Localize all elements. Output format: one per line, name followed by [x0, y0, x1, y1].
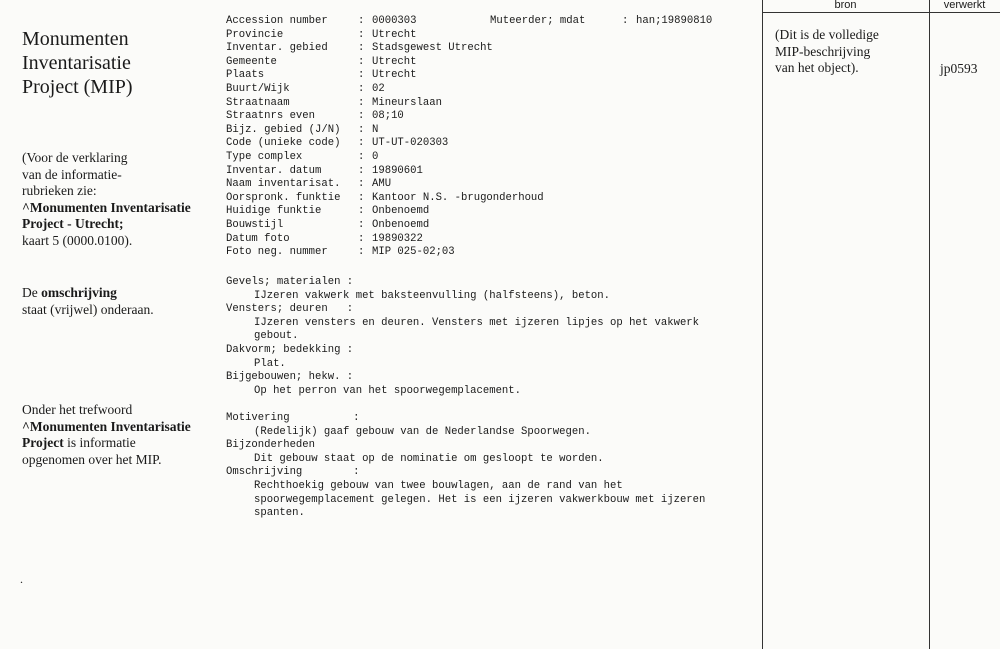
column-divider [929, 0, 930, 649]
title-line: Inventarisatie [22, 52, 131, 74]
note-text: De [22, 285, 42, 300]
field-label: Straatnaam [226, 96, 290, 109]
header-rule [762, 12, 1000, 13]
field-row: Bouwstijl : Onbenoemd [226, 218, 430, 231]
legend-reference: Project - Utrecht; [22, 216, 124, 231]
field-label: Bouwstijl [226, 218, 284, 231]
field-label: Provincie [226, 28, 284, 41]
field-value: AMU [372, 178, 392, 191]
note-text: is informatie [63, 435, 136, 450]
field-value: Utrecht [372, 55, 417, 68]
field-row: Straatnrs even : 08;10 [226, 110, 404, 123]
field-row: Gemeente : Utrecht [226, 55, 417, 68]
bron-line: van het object). [775, 60, 859, 75]
verwerkt-header: verwerkt [943, 0, 986, 11]
section-heading: Bijgebouwen; hekw. : [226, 371, 354, 384]
field-value: UT-UT-020303 [372, 137, 449, 150]
field-row: Inventar. datum : 19890601 [226, 164, 423, 177]
field-label: Code (unieke code) [226, 137, 341, 150]
section-body: Dit gebouw staat op de nominatie om gesloopt te worden. [254, 452, 604, 465]
description-sections [226, 276, 774, 398]
field-value: Mineurslaan [372, 96, 442, 109]
title-line: Project (MIP) [22, 76, 133, 98]
field-label: Buurt/Wijk [226, 82, 290, 95]
field-label: Datum foto [226, 232, 290, 245]
section-body: Op het perron van het spoorwegemplacement. [254, 384, 522, 397]
legend-line: (Voor de verklaring [22, 150, 128, 165]
field-value: 08;10 [372, 110, 404, 123]
section-body: Rechthoekig gebouw van twee bouwlagen, aan de rand van het spoorwegemplacement gelegen. Het is een ijzeren vakwerkbouw met ijzeren spanten. [254, 479, 706, 520]
column-divider [762, 0, 763, 649]
field-row: Type complex : 0 [226, 150, 379, 163]
verwerkt-value: jp0593 [940, 61, 978, 76]
legend-note [22, 150, 217, 249]
field-label: Plaats [226, 69, 265, 82]
motivation-sections [226, 412, 774, 521]
omschrijving-note [22, 285, 217, 318]
bron-header: bron [834, 0, 857, 11]
note-bold: ^Monumenten Inventarisatie [22, 418, 191, 434]
stray-dot: . [20, 572, 23, 586]
trefwoord-note [22, 402, 217, 468]
field-label: Huidige funktie [226, 205, 322, 218]
legend-line: rubrieken zie: [22, 183, 97, 198]
field-row: Datum foto : 19890322 [226, 232, 423, 245]
field-value: 19890322 [372, 232, 423, 245]
bron-line: (Dit is de volledige [775, 27, 879, 42]
field-value: N [372, 123, 379, 136]
legend-line: kaart 5 (0000.0100). [22, 232, 133, 248]
field-label: Inventar. gebied [226, 42, 328, 55]
field-value: 0 [372, 150, 379, 163]
section-body: Plat. [254, 357, 286, 370]
field-label: Foto neg. nummer [226, 246, 328, 259]
note-bold: omschrijving [41, 285, 117, 300]
field-label: Type complex [226, 150, 303, 163]
field-row: Inventar. gebied : Stadsgewest Utrecht [226, 42, 493, 55]
note-bold: Project [22, 435, 64, 450]
field-label: Inventar. datum [226, 164, 322, 177]
field-row: Huidige funktie : Onbenoemd [226, 205, 430, 218]
bron-line: MIP-beschrijving [775, 43, 871, 59]
field-value: Kantoor N.S. -brugonderhoud [372, 191, 544, 204]
section-heading: Bijzonderheden [226, 439, 316, 452]
field-value: 19890601 [372, 164, 423, 177]
field-label: Naam inventarisat. [226, 178, 341, 191]
record-fields [226, 15, 544, 260]
note-text: opgenomen over het MIP. [22, 451, 162, 467]
field-row: Oorspronk. funktie : Kantoor N.S. -brugonderhoud [226, 191, 544, 204]
field-value: Onbenoemd [372, 218, 430, 231]
section-body: IJzeren vensters en deuren. Vensters met ijzeren lipjes op het vakwerk gebout. [254, 316, 700, 343]
section-body: IJzeren vakwerk met baksteenvulling (halfsteens), beton. [254, 289, 611, 302]
field-value: 02 [372, 82, 385, 95]
field-value: Onbenoemd [372, 205, 430, 218]
field-label: Bijz. gebied (J/N) [226, 123, 341, 136]
title-line: Monumenten [22, 28, 129, 50]
legend-line: van de informatie- [22, 166, 122, 182]
legend-reference: ^Monumenten Inventarisatie [22, 199, 191, 215]
field-label: Accession number [226, 15, 328, 27]
field-row: Naam inventarisat. : AMU [226, 178, 392, 191]
field-label: Straatnrs even [226, 110, 316, 123]
bron-note [775, 27, 925, 77]
muteerder-value: han;19890810 [636, 15, 713, 27]
page-title [22, 27, 212, 99]
field-label: Oorspronk. funktie [226, 191, 341, 204]
field-row: Provincie : Utrecht [226, 28, 417, 41]
muteerder-field: Muteerder; mdat : han;19890810 [490, 15, 713, 27]
field-value: 0000303 [372, 15, 417, 27]
muteerder-label: Muteerder; mdat [490, 15, 586, 27]
field-row: Straatnaam : Mineurslaan [226, 96, 442, 109]
section-heading: Dakvorm; bedekking : [226, 343, 354, 356]
field-row: Bijz. gebied (J/N) : N [226, 123, 379, 136]
section-heading: Gevels; materialen : [226, 276, 354, 288]
section-heading: Motivering : [226, 412, 360, 424]
field-row: Code (unieke code) : UT-UT-020303 [226, 137, 449, 150]
field-row: Buurt/Wijk : 02 [226, 82, 385, 95]
field-value: Utrecht [372, 69, 417, 82]
note-text: Onder het trefwoord [22, 402, 133, 417]
note-text: staat (vrijwel) onderaan. [22, 301, 154, 317]
section-heading: Vensters; deuren : [226, 303, 354, 316]
field-value: MIP 025-02;03 [372, 246, 455, 259]
section-body: (Redelijk) gaaf gebouw van de Nederlandse Spoorwegen. [254, 425, 591, 438]
field-value: Stadsgewest Utrecht [372, 42, 493, 55]
field-label: Gemeente [226, 55, 277, 68]
field-row: Accession number : 0000303 [226, 15, 417, 27]
field-row: Plaats : Utrecht [226, 69, 417, 82]
section-heading: Omschrijving : [226, 466, 360, 479]
field-row: Foto neg. nummer : MIP 025-02;03 [226, 246, 455, 259]
field-value: Utrecht [372, 28, 417, 41]
